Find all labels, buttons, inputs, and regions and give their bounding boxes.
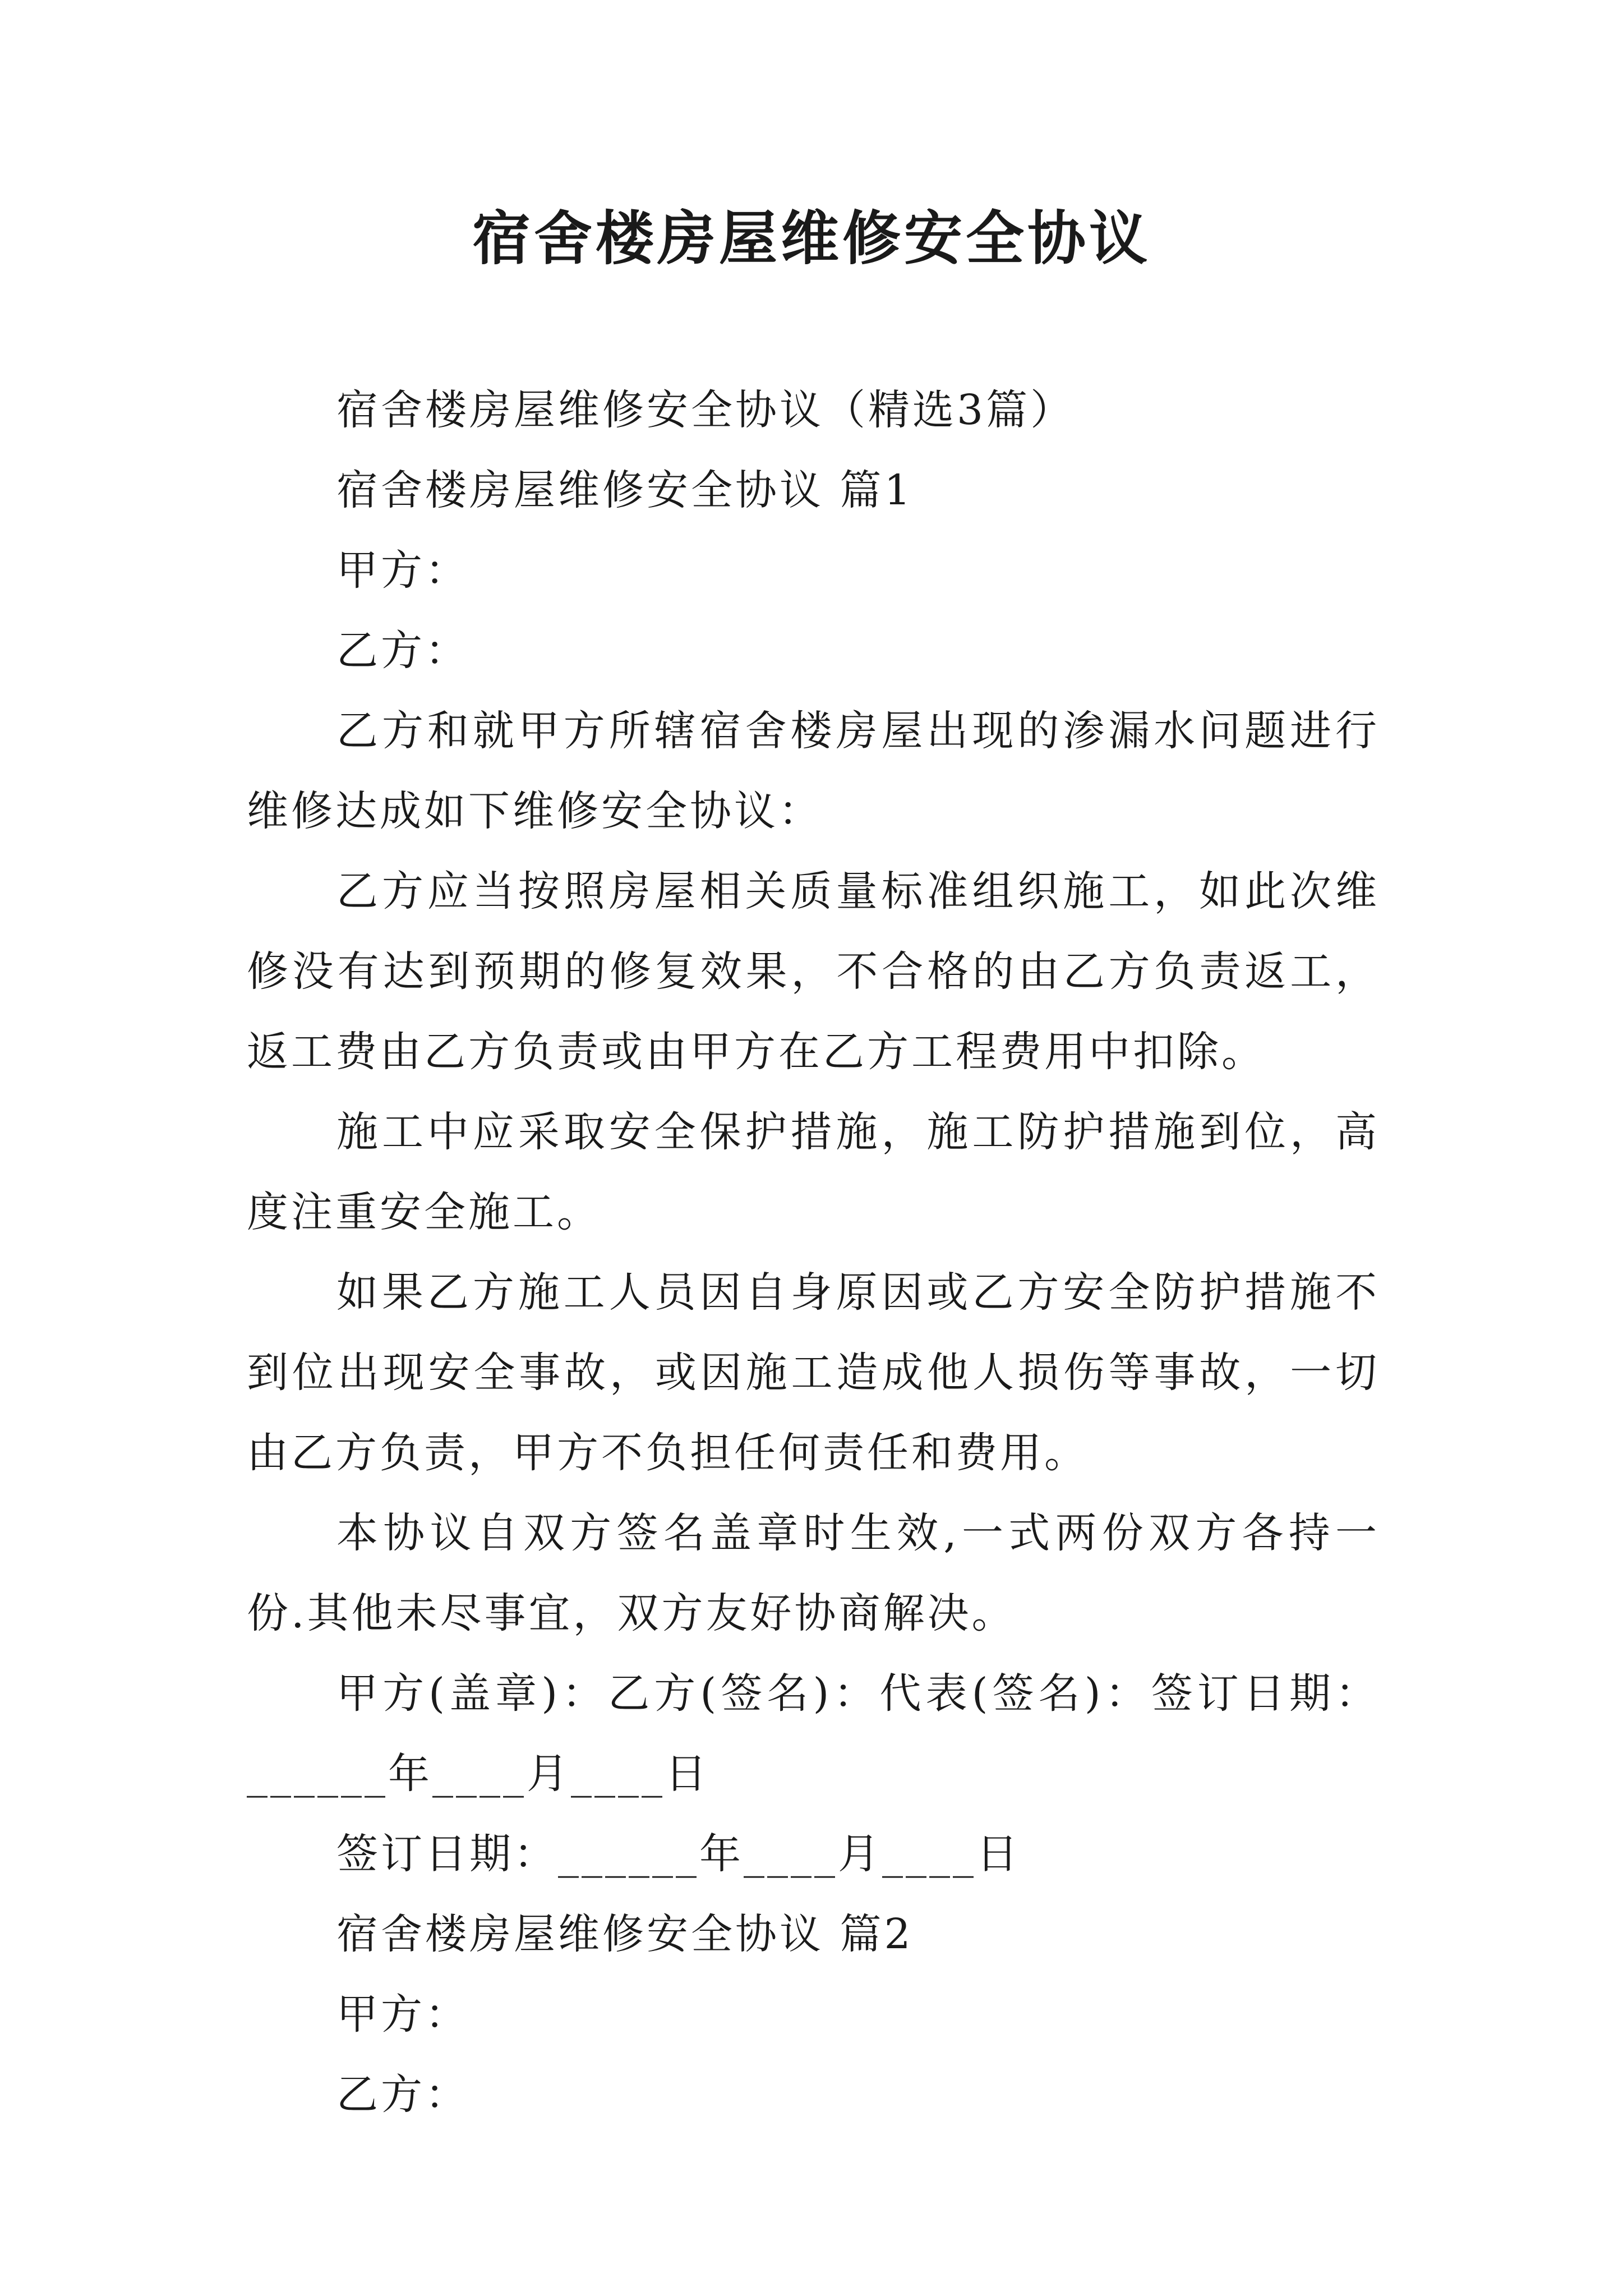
clause-effective: 本协议自双方签名盖章时生效,一式两份双方各持一份.其他未尽事宜，双方友好协商解决。 xyxy=(247,1509,1380,1637)
signing-date-line: 签订日期：______年____月____日 xyxy=(336,1830,1021,1878)
signature-line: 甲方(盖章)：乙方(签名)：代表(签名)：签订日期：______年____月____日 xyxy=(247,1669,1380,1798)
document-title: 宿舍楼房屋维修安全协议 xyxy=(472,204,1151,273)
party-a-label: 甲方： xyxy=(336,546,469,595)
party-a-label-2: 甲方： xyxy=(336,1990,469,2039)
section-heading-2: 宿舍楼房屋维修安全协议 篇2 xyxy=(336,1910,914,1958)
agreement-intro: 乙方和就甲方所辖宿舍楼房屋出现的渗漏水问题进行维修达成如下维修安全协议： xyxy=(247,707,1380,835)
subtitle-selection: 宿舍楼房屋维修安全协议（精选3篇） xyxy=(336,386,1075,434)
section-heading-1: 宿舍楼房屋维修安全协议 篇1 xyxy=(336,466,914,514)
clause-liability: 如果乙方施工人员因自身原因或乙方安全防护措施不到位出现安全事故，或因施工造成他人损伤等事故，一切由乙方负责，甲方不负担任何责任和费用。 xyxy=(247,1268,1380,1477)
clause-safety: 施工中应采取安全保护措施，施工防护措施到位，高度注重安全施工。 xyxy=(247,1108,1380,1236)
clause-quality: 乙方应当按照房屋相关质量标准组织施工，如此次维修没有达到预期的修复效果，不合格的由乙方负责返工，返工费由乙方负责或由甲方在乙方工程费用中扣除。 xyxy=(247,867,1380,1076)
party-b-label-2: 乙方： xyxy=(336,2070,469,2119)
party-b-label: 乙方： xyxy=(336,627,469,675)
document-body xyxy=(247,370,1380,2135)
